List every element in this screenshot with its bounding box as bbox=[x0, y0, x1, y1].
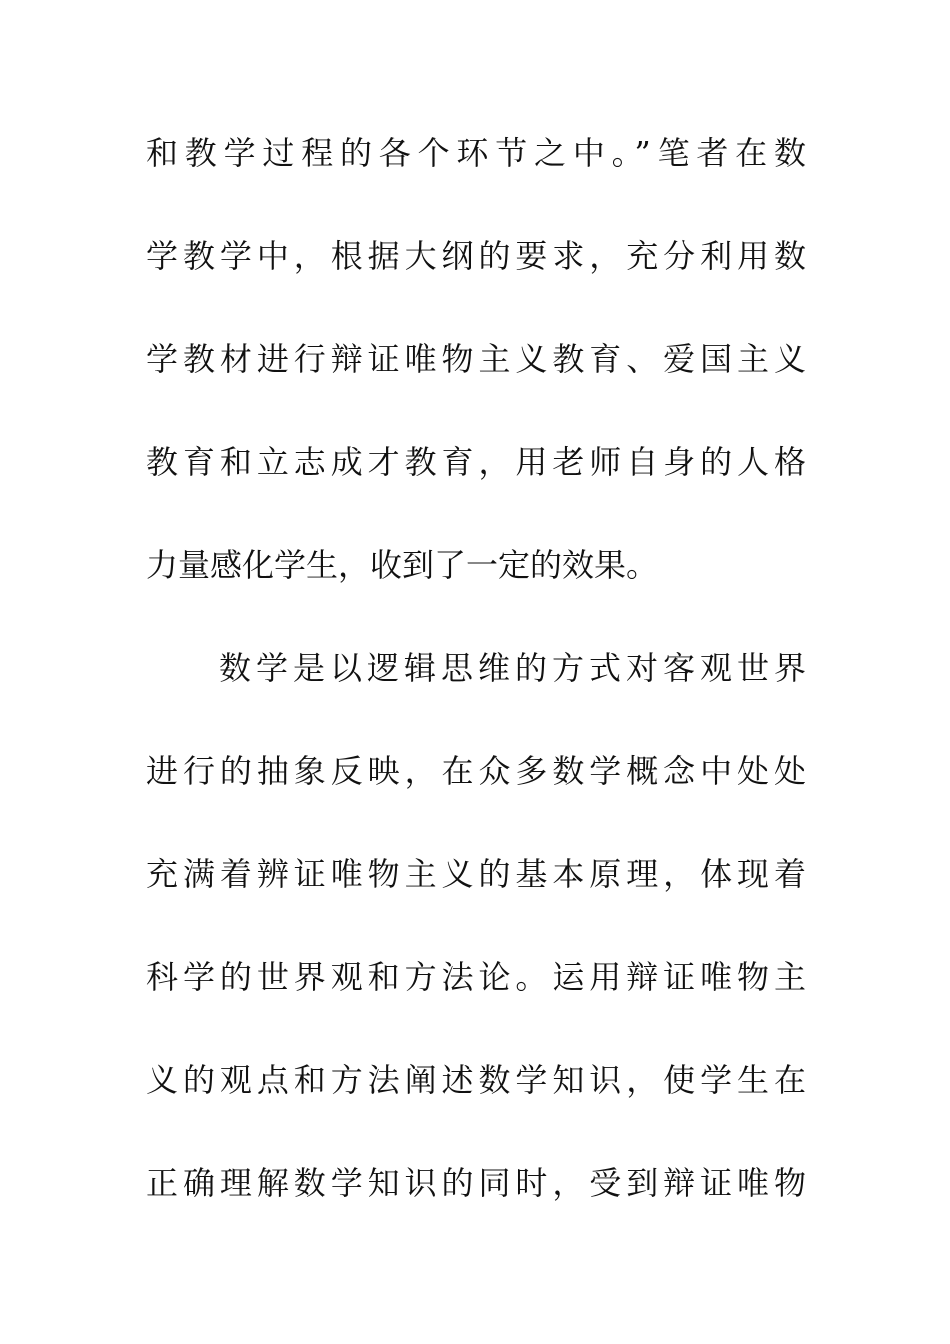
text-line: 和教学过程的各个环节之中。”笔者在数 bbox=[146, 134, 806, 172]
text-line: 学教学中，根据大纲的要求，充分利用数 bbox=[146, 237, 806, 275]
text-line: 正确理解数学知识的同时，受到辩证唯物 bbox=[146, 1164, 806, 1202]
body-text bbox=[146, 123, 806, 1256]
text-line: 进行的抽象反映，在众多数学概念中处处 bbox=[146, 752, 806, 790]
text-line: 科学的世界观和方法论。运用辩证唯物主 bbox=[146, 958, 806, 996]
text-line: 充满着辨证唯物主义的基本原理，体现着 bbox=[146, 855, 806, 893]
text-line: 教育和立志成才教育，用老师自身的人格 bbox=[146, 443, 806, 481]
text-line: 学教材进行辩证唯物主义教育、爱国主义 bbox=[146, 340, 806, 378]
paragraph-start-line: 数学是以逻辑思维的方式对客观世界 bbox=[219, 649, 806, 687]
text-line: 义的观点和方法阐述数学知识，使学生在 bbox=[146, 1061, 806, 1099]
paragraph-end-line: 力量感化学生，收到了一定的效果。 bbox=[146, 546, 659, 584]
